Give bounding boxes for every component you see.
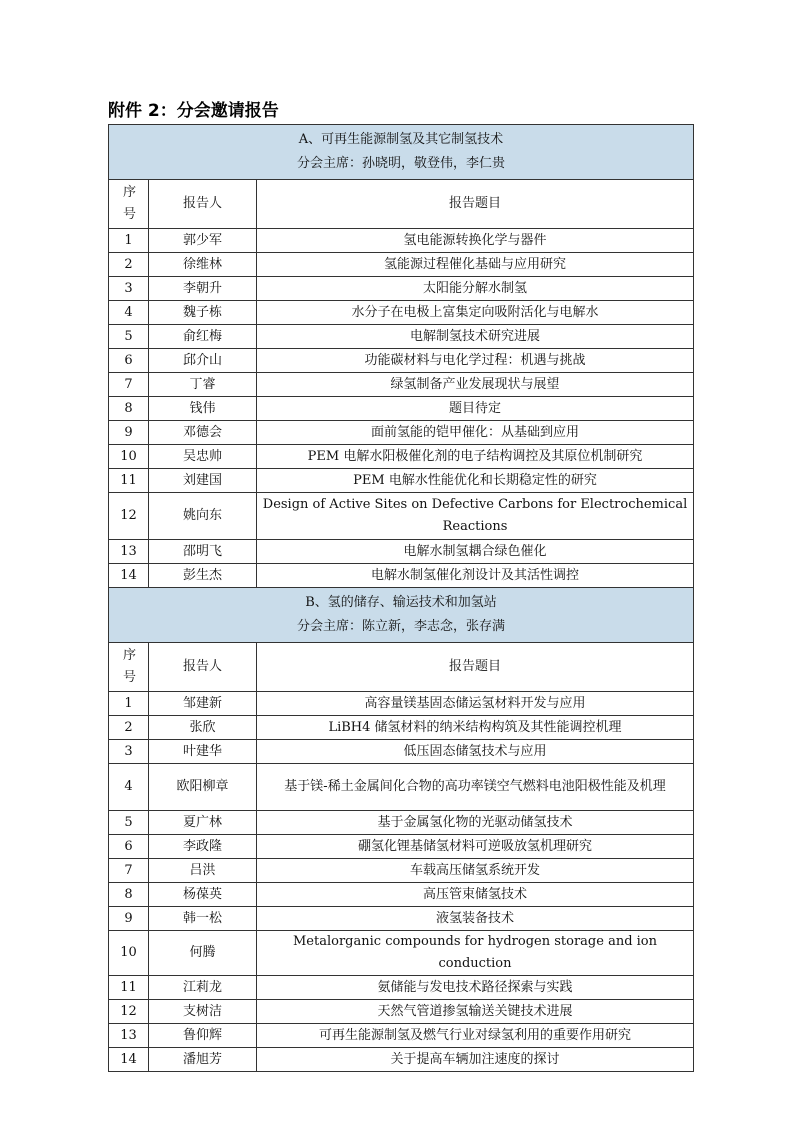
report-title: 电解水制氢耦合绿色催化 — [257, 540, 694, 564]
speaker-name: 刘建国 — [149, 469, 257, 493]
speaker-name: 李政隆 — [149, 835, 257, 859]
speaker-name: 鲁仰辉 — [149, 1024, 257, 1048]
invited-reports-table — [108, 124, 694, 1072]
speaker-name: 丁睿 — [149, 373, 257, 397]
column-header-no-line1: 序 — [123, 185, 137, 200]
report-title: 可再生能源制氢及燃气行业对绿氢利用的重要作用研究 — [257, 1024, 694, 1048]
speaker-name: 邓德会 — [149, 421, 257, 445]
table-row — [109, 907, 694, 931]
table-row — [109, 692, 694, 716]
speaker-name: 张欣 — [149, 716, 257, 740]
speaker-name: 魏子栋 — [149, 301, 257, 325]
speaker-name: 吴忠帅 — [149, 445, 257, 469]
table-row — [109, 540, 694, 564]
report-title: 电解制氢技术研究进展 — [257, 325, 694, 349]
report-title: 高压管束储氢技术 — [257, 883, 694, 907]
column-header-row — [109, 180, 694, 229]
report-number: 14 — [109, 564, 149, 588]
report-title: PEM 电解水阳极催化剂的电子结构调控及其原位机制研究 — [257, 445, 694, 469]
report-number: 1 — [109, 692, 149, 716]
speaker-name: 郭少军 — [149, 229, 257, 253]
table-row — [109, 764, 694, 811]
report-title: 关于提高车辆加注速度的探讨 — [257, 1048, 694, 1072]
report-number: 10 — [109, 931, 149, 976]
report-title: 基于金属氢化物的光驱动储氢技术 — [257, 811, 694, 835]
table-row — [109, 859, 694, 883]
report-title: 天然气管道掺氢输送关键技术进展 — [257, 1000, 694, 1024]
report-title: Design of Active Sites on Defective Carbons for Electrochemical Reactions — [257, 493, 694, 540]
table-row — [109, 301, 694, 325]
column-header-name: 报告人 — [149, 643, 257, 692]
speaker-name: 叶建华 — [149, 740, 257, 764]
report-number: 12 — [109, 1000, 149, 1024]
report-number: 9 — [109, 907, 149, 931]
table-row — [109, 373, 694, 397]
table-row — [109, 883, 694, 907]
report-number: 5 — [109, 811, 149, 835]
speaker-name: 支树洁 — [149, 1000, 257, 1024]
report-title: 太阳能分解水制氢 — [257, 277, 694, 301]
speaker-name: 钱伟 — [149, 397, 257, 421]
report-title: 液氢装备技术 — [257, 907, 694, 931]
report-title: 基于镁-稀土金属间化合物的高功率镁空气燃料电池阳极性能及机理 — [257, 764, 694, 811]
speaker-name: 夏广林 — [149, 811, 257, 835]
section-chairs: 分会主席：孙晓明，敬登伟，李仁贵 — [296, 156, 505, 171]
speaker-name: 吕洪 — [149, 859, 257, 883]
table-row — [109, 229, 694, 253]
table-row — [109, 493, 694, 540]
report-title: 面前氢能的铠甲催化：从基础到应用 — [257, 421, 694, 445]
speaker-name: 江莉龙 — [149, 976, 257, 1000]
section-title-cell — [109, 588, 694, 643]
section-header — [109, 125, 694, 180]
speaker-name: 李朝升 — [149, 277, 257, 301]
speaker-name: 欧阳柳章 — [149, 764, 257, 811]
table-row — [109, 277, 694, 301]
speaker-name: 韩一松 — [149, 907, 257, 931]
report-number: 1 — [109, 229, 149, 253]
report-title: LiBH4 储氢材料的纳米结构构筑及其性能调控机理 — [257, 716, 694, 740]
report-title: 车载高压储氢系统开发 — [257, 859, 694, 883]
table-row — [109, 445, 694, 469]
column-header-no — [109, 643, 149, 692]
table-row — [109, 253, 694, 277]
table-row — [109, 325, 694, 349]
speaker-name: 徐维林 — [149, 253, 257, 277]
section-header — [109, 588, 694, 643]
report-number: 6 — [109, 835, 149, 859]
column-header-no — [109, 180, 149, 229]
report-title: 功能碳材料与电化学过程：机遇与挑战 — [257, 349, 694, 373]
table-row — [109, 740, 694, 764]
speaker-name: 潘旭芳 — [149, 1048, 257, 1072]
report-number: 6 — [109, 349, 149, 373]
report-number: 8 — [109, 397, 149, 421]
table-row — [109, 1048, 694, 1072]
report-title: 低压固态储氢技术与应用 — [257, 740, 694, 764]
report-number: 4 — [109, 764, 149, 811]
column-header-title: 报告题目 — [257, 180, 694, 229]
report-title: 高容量镁基固态储运氢材料开发与应用 — [257, 692, 694, 716]
table-row — [109, 716, 694, 740]
report-title: 绿氢制备产业发展现状与展望 — [257, 373, 694, 397]
report-title: 水分子在电极上富集定向吸附活化与电解水 — [257, 301, 694, 325]
report-number: 13 — [109, 1024, 149, 1048]
report-title: 硼氢化锂基储氢材料可逆吸放氢机理研究 — [257, 835, 694, 859]
table-row — [109, 349, 694, 373]
speaker-name: 彭生杰 — [149, 564, 257, 588]
column-header-title: 报告题目 — [257, 643, 694, 692]
section-title-cell — [109, 125, 694, 180]
report-number: 5 — [109, 325, 149, 349]
report-number: 3 — [109, 277, 149, 301]
report-number: 14 — [109, 1048, 149, 1072]
report-number: 9 — [109, 421, 149, 445]
table-row — [109, 931, 694, 976]
report-number: 2 — [109, 716, 149, 740]
report-number: 11 — [109, 469, 149, 493]
table-row — [109, 564, 694, 588]
report-title: 氨储能与发电技术路径探索与实践 — [257, 976, 694, 1000]
speaker-name: 邱介山 — [149, 349, 257, 373]
report-number: 7 — [109, 859, 149, 883]
section-chairs: 分会主席：陈立新，李志念，张存满 — [296, 619, 505, 634]
speaker-name: 邵明飞 — [149, 540, 257, 564]
section-title: B、氢的储存、输运技术和加氢站 — [305, 595, 497, 610]
table-row — [109, 1000, 694, 1024]
report-title: PEM 电解水性能优化和长期稳定性的研究 — [257, 469, 694, 493]
report-number: 4 — [109, 301, 149, 325]
speaker-name: 杨葆英 — [149, 883, 257, 907]
speaker-name: 何腾 — [149, 931, 257, 976]
table-row — [109, 421, 694, 445]
report-title: 氢能源过程催化基础与应用研究 — [257, 253, 694, 277]
column-header-row — [109, 643, 694, 692]
column-header-name: 报告人 — [149, 180, 257, 229]
report-number: 8 — [109, 883, 149, 907]
table-row — [109, 976, 694, 1000]
report-number: 13 — [109, 540, 149, 564]
report-number: 11 — [109, 976, 149, 1000]
report-number: 7 — [109, 373, 149, 397]
speaker-name: 俞红梅 — [149, 325, 257, 349]
report-title: 题目待定 — [257, 397, 694, 421]
column-header-no-line1: 序 — [123, 648, 137, 663]
speaker-name: 邹建新 — [149, 692, 257, 716]
speaker-name: 姚向东 — [149, 493, 257, 540]
table-row — [109, 469, 694, 493]
report-number: 3 — [109, 740, 149, 764]
table-row — [109, 397, 694, 421]
report-number: 12 — [109, 493, 149, 540]
report-number: 2 — [109, 253, 149, 277]
report-title: Metalorganic compounds for hydrogen storage and ion conduction — [257, 931, 694, 976]
column-header-no-line2: 号 — [123, 207, 137, 222]
report-number: 10 — [109, 445, 149, 469]
section-title: A、可再生能源制氢及其它制氢技术 — [298, 132, 504, 147]
table-row — [109, 835, 694, 859]
report-title: 氢电能源转换化学与器件 — [257, 229, 694, 253]
page-title: 附件 2：分会邀请报告 — [108, 101, 279, 121]
report-title: 电解水制氢催化剂设计及其活性调控 — [257, 564, 694, 588]
table-row — [109, 811, 694, 835]
column-header-no-line2: 号 — [123, 670, 137, 685]
table-row — [109, 1024, 694, 1048]
